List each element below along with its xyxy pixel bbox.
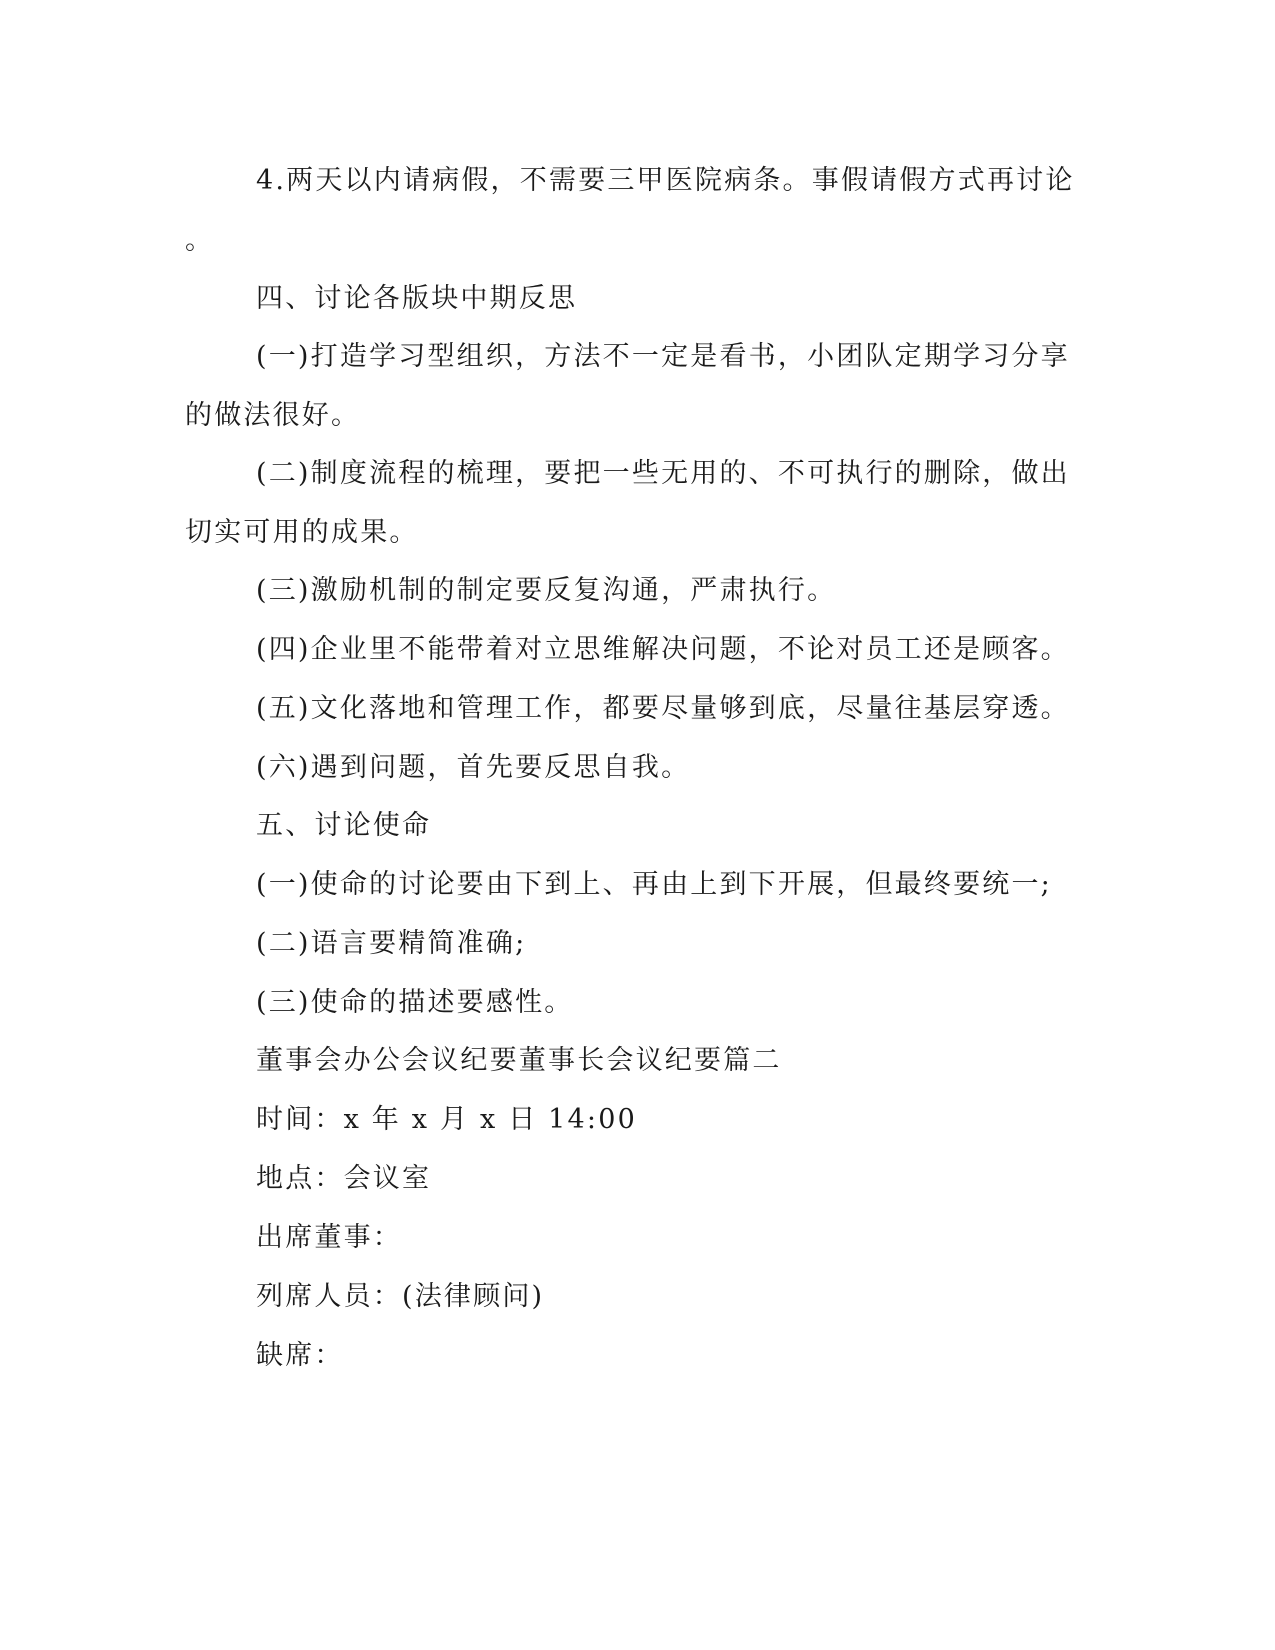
- reflection-item-1-continuation: 的做法很好。: [185, 400, 361, 431]
- section-heading-mission: 五、讨论使命: [256, 810, 432, 841]
- section-heading-midterm-reflection: 四、讨论各版块中期反思: [256, 283, 578, 314]
- reflection-item-1: (一)打造学习型组织，方法不一定是看书，小团队定期学习分享: [256, 341, 1070, 372]
- paragraph-sick-leave-continuation: 。: [185, 225, 215, 256]
- absentees: 缺席：: [256, 1340, 344, 1371]
- mission-item-3: (三)使命的描述要感性。: [256, 987, 574, 1018]
- paragraph-sick-leave: 4.两天以内请病假，不需要三甲医院病条。事假请假方式再讨论: [256, 165, 1075, 196]
- reflection-item-5: (五)文化落地和管理工作，都要尽量够到底，尽量往基层穿透。: [256, 693, 1070, 724]
- reflection-item-2-continuation: 切实可用的成果。: [185, 517, 419, 548]
- article-title: 董事会办公会议纪要董事长会议纪要篇二: [256, 1045, 782, 1076]
- mission-item-1: (一)使命的讨论要由下到上、再由上到下开展，但最终要统一;: [256, 869, 1052, 900]
- reflection-item-3: (三)激励机制的制定要反复沟通，严肃执行。: [256, 575, 837, 606]
- reflection-item-6: (六)遇到问题，首先要反思自我。: [256, 752, 691, 783]
- meeting-time: 时间：x 年 x 月 x 日 14:00: [256, 1104, 637, 1135]
- reflection-item-2: (二)制度流程的梳理，要把一些无用的、不可执行的删除，做出: [256, 458, 1070, 489]
- reflection-item-4: (四)企业里不能带着对立思维解决问题，不论对员工还是顾客。: [256, 634, 1070, 665]
- mission-item-2: (二)语言要精简准确;: [256, 928, 527, 959]
- meeting-location: 地点：会议室: [256, 1163, 432, 1194]
- attending-directors: 出席董事：: [256, 1222, 402, 1253]
- non-voting-attendees: 列席人员：(法律顾问): [256, 1281, 545, 1312]
